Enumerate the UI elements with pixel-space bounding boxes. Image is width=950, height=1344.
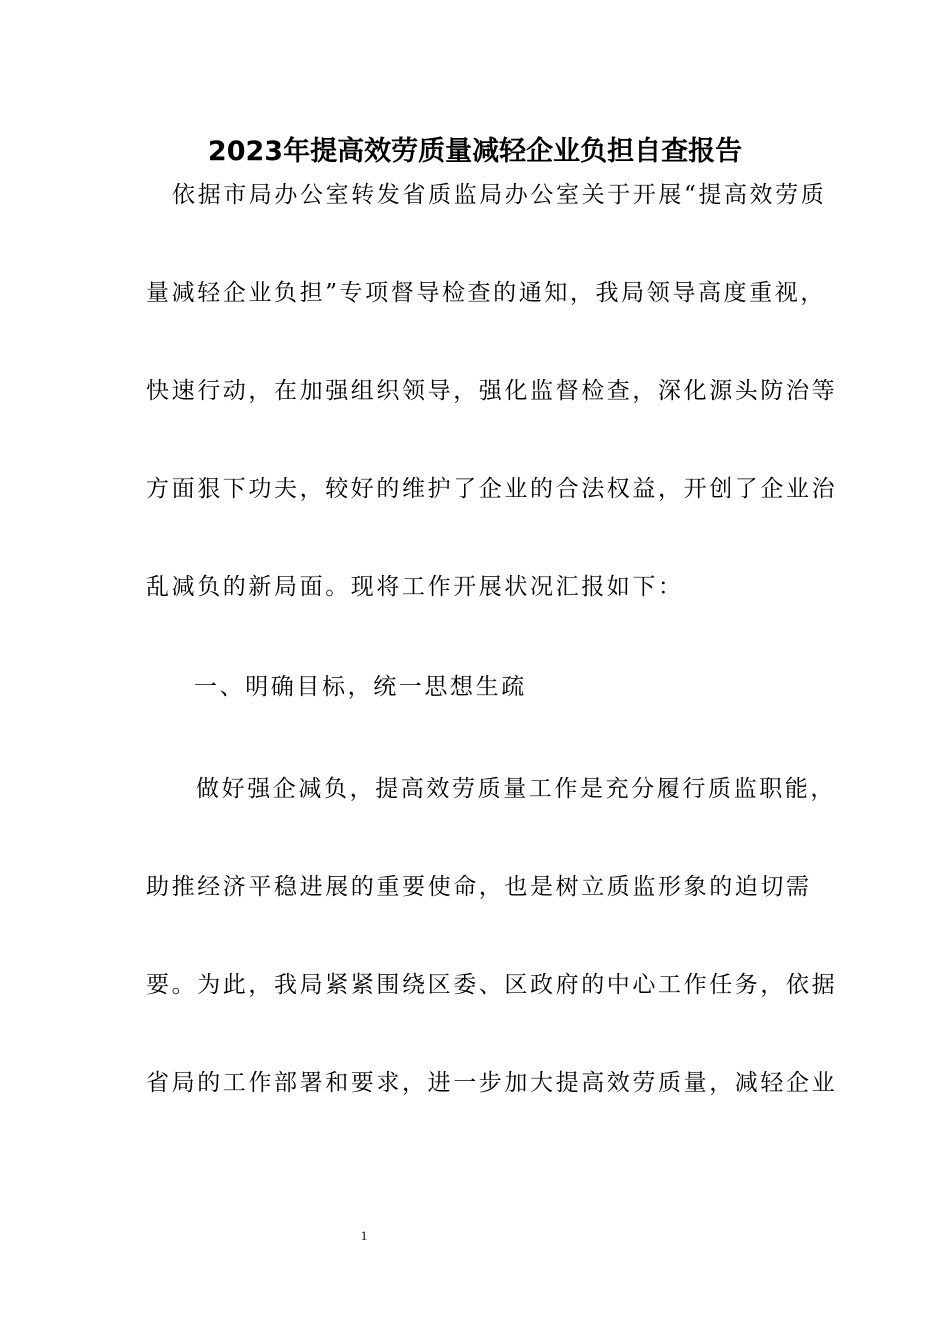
- paragraph-line: 要。为此，我局紧紧围绕区委、区政府的中心工作任务，依据: [146, 972, 838, 998]
- paragraph-line: 乱减负的新局面。现将工作开展状况汇报如下：: [146, 574, 684, 600]
- paragraph-line: 依据市局办公室转发省质监局办公室关于开展“提高效劳质: [172, 182, 827, 208]
- paragraph-line: 省局的工作部署和要求，进一步加大提高效劳质量，减轻企业: [146, 1070, 838, 1096]
- paragraph-line: 做好强企减负，提高效劳质量工作是充分履行质监职能，: [196, 776, 836, 802]
- page-number: 1: [360, 1228, 368, 1243]
- paragraph-line: 助推经济平稳进展的重要使命，也是树立质监形象的迫切需: [146, 874, 812, 900]
- document-title: 2023年提高效劳质量减轻企业负担自查报告: [207, 136, 743, 167]
- paragraph-line: 量减轻企业负担”专项督导检查的通知，我局领导高度重视，: [146, 280, 826, 306]
- section-heading: 一、明确目标，统一思想生疏: [194, 674, 527, 700]
- paragraph-line: 快速行动，在加强组织领导，强化监督检查，深化源头防治等: [146, 378, 838, 404]
- paragraph-line: 方面狠下功夫，较好的维护了企业的合法权益，开创了企业治: [146, 476, 838, 502]
